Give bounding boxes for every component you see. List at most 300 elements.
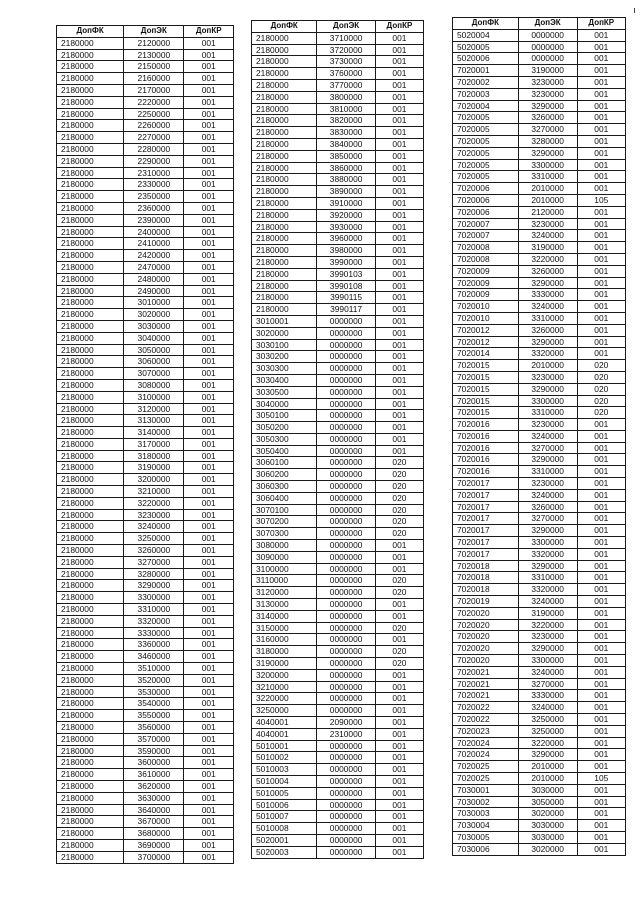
table-row bbox=[252, 174, 424, 186]
cell-dopek: 3230000 bbox=[518, 88, 577, 100]
cell-dopek: 3630000 bbox=[124, 792, 184, 804]
table-row bbox=[252, 209, 424, 221]
cell-dopfk: 7020005 bbox=[453, 135, 519, 147]
table-header-row bbox=[252, 21, 424, 33]
table-row bbox=[252, 610, 424, 622]
table-row bbox=[252, 91, 424, 103]
cell-dopkr: 001 bbox=[375, 268, 423, 280]
table-row bbox=[453, 619, 626, 631]
cell-dopek: 3020000 bbox=[518, 808, 577, 820]
cell-dopkr: 001 bbox=[375, 221, 423, 233]
cell-dopkr: 001 bbox=[375, 728, 423, 740]
cell-dopek: 3620000 bbox=[124, 781, 184, 793]
table-row bbox=[453, 430, 626, 442]
cell-dopkr: 001 bbox=[577, 112, 625, 124]
table-row bbox=[453, 548, 626, 560]
cell-dopfk: 7020017 bbox=[453, 548, 519, 560]
cell-dopek: 3190000 bbox=[518, 65, 577, 77]
table-row bbox=[252, 728, 424, 740]
cell-dopek: 3240000 bbox=[518, 489, 577, 501]
cell-dopek: 3930000 bbox=[317, 221, 375, 233]
cell-dopek: 2090000 bbox=[317, 717, 375, 729]
cell-dopkr: 001 bbox=[375, 115, 423, 127]
table-row bbox=[57, 250, 234, 262]
cell-dopfk: 3050200 bbox=[252, 422, 317, 434]
cell-dopkr: 001 bbox=[577, 301, 625, 313]
cell-dopfk: 7020007 bbox=[453, 230, 519, 242]
cell-dopkr: 001 bbox=[184, 73, 234, 85]
cell-dopkr: 001 bbox=[184, 710, 234, 722]
table-row bbox=[252, 339, 424, 351]
table-row bbox=[57, 710, 234, 722]
cell-dopek: 3220000 bbox=[518, 253, 577, 265]
cell-dopfk: 2180000 bbox=[57, 474, 124, 486]
table-row bbox=[252, 492, 424, 504]
table-row bbox=[57, 202, 234, 214]
cell-dopek: 0000000 bbox=[317, 386, 375, 398]
cell-dopfk: 7020012 bbox=[453, 336, 519, 348]
cell-dopfk: 3030300 bbox=[252, 363, 317, 375]
cell-dopek: 2470000 bbox=[124, 261, 184, 273]
cell-dopek: 3730000 bbox=[317, 56, 375, 68]
cell-dopek: 2420000 bbox=[124, 250, 184, 262]
table-row bbox=[453, 395, 626, 407]
cell-dopkr: 001 bbox=[577, 525, 625, 537]
header-dopfk: ДопФК bbox=[57, 26, 124, 38]
cell-dopek: 3230000 bbox=[518, 76, 577, 88]
table-row bbox=[252, 233, 424, 245]
cell-dopkr: 001 bbox=[184, 320, 234, 332]
cell-dopfk: 2180000 bbox=[57, 816, 124, 828]
cell-dopkr: 001 bbox=[375, 705, 423, 717]
table-row bbox=[57, 828, 234, 840]
cell-dopek: 0000000 bbox=[317, 433, 375, 445]
table-row bbox=[57, 155, 234, 167]
cell-dopkr: 001 bbox=[375, 363, 423, 375]
table-row bbox=[453, 265, 626, 277]
cell-dopfk: 7020008 bbox=[453, 242, 519, 254]
cell-dopkr: 001 bbox=[577, 419, 625, 431]
cell-dopkr: 001 bbox=[375, 634, 423, 646]
cell-dopkr: 001 bbox=[375, 245, 423, 257]
cell-dopkr: 001 bbox=[375, 374, 423, 386]
cell-dopek: 3290000 bbox=[518, 454, 577, 466]
cell-dopek: 3300000 bbox=[518, 537, 577, 549]
cell-dopek: 3540000 bbox=[124, 698, 184, 710]
table-row bbox=[252, 245, 424, 257]
cell-dopek: 0000000 bbox=[317, 811, 375, 823]
table-row bbox=[252, 433, 424, 445]
cell-dopfk: 3030400 bbox=[252, 374, 317, 386]
table-row bbox=[252, 681, 424, 693]
cell-dopfk: 2180000 bbox=[57, 450, 124, 462]
table-row bbox=[252, 776, 424, 788]
cell-dopfk: 2180000 bbox=[57, 462, 124, 474]
cell-dopkr: 001 bbox=[184, 686, 234, 698]
cell-dopfk: 5010008 bbox=[252, 823, 317, 835]
table-row bbox=[252, 138, 424, 150]
cell-dopek: 2150000 bbox=[124, 61, 184, 73]
cell-dopek: 3300000 bbox=[518, 655, 577, 667]
cell-dopkr: 001 bbox=[375, 799, 423, 811]
table-row bbox=[453, 336, 626, 348]
cell-dopkr: 001 bbox=[184, 781, 234, 793]
cell-dopkr: 001 bbox=[375, 292, 423, 304]
cell-dopfk: 2180000 bbox=[57, 379, 124, 391]
cell-dopek: 0000000 bbox=[317, 575, 375, 587]
cell-dopek: 2400000 bbox=[124, 226, 184, 238]
table-row bbox=[57, 556, 234, 568]
table-header-row bbox=[453, 18, 626, 30]
table-row bbox=[252, 764, 424, 776]
cell-dopkr: 001 bbox=[375, 256, 423, 268]
cell-dopkr: 001 bbox=[375, 752, 423, 764]
cell-dopek: 3230000 bbox=[518, 419, 577, 431]
cell-dopek: 0000000 bbox=[317, 551, 375, 563]
table-row bbox=[252, 410, 424, 422]
cell-dopkr: 001 bbox=[375, 79, 423, 91]
cell-dopfk: 2180000 bbox=[252, 209, 317, 221]
cell-dopfk: 2180000 bbox=[252, 186, 317, 198]
cell-dopfk: 2180000 bbox=[57, 49, 124, 61]
cell-dopfk: 3050100 bbox=[252, 410, 317, 422]
cell-dopfk: 2180000 bbox=[252, 245, 317, 257]
cell-dopek: 2250000 bbox=[124, 108, 184, 120]
cell-dopek: 3140000 bbox=[124, 427, 184, 439]
cell-dopek: 3250000 bbox=[518, 725, 577, 737]
cell-dopkr: 001 bbox=[184, 828, 234, 840]
cell-dopfk: 2180000 bbox=[57, 615, 124, 627]
table-row bbox=[252, 32, 424, 44]
cell-dopkr: 001 bbox=[184, 332, 234, 344]
cell-dopek: 3180000 bbox=[124, 450, 184, 462]
cell-dopkr: 001 bbox=[577, 820, 625, 832]
cell-dopkr: 020 bbox=[375, 575, 423, 587]
table-row bbox=[57, 438, 234, 450]
table-row bbox=[57, 261, 234, 273]
table-row bbox=[252, 162, 424, 174]
table-row bbox=[453, 643, 626, 655]
cell-dopek: 0000000 bbox=[317, 422, 375, 434]
cell-dopkr: 020 bbox=[375, 504, 423, 516]
cell-dopek: 3230000 bbox=[518, 631, 577, 643]
cell-dopek: 3240000 bbox=[518, 702, 577, 714]
cell-dopfk: 2180000 bbox=[252, 162, 317, 174]
cell-dopfk: 2180000 bbox=[252, 256, 317, 268]
table-row bbox=[57, 297, 234, 309]
cell-dopfk: 3130000 bbox=[252, 599, 317, 611]
cell-dopkr: 001 bbox=[375, 138, 423, 150]
cell-dopfk: 2180000 bbox=[57, 533, 124, 545]
cell-dopkr: 105 bbox=[577, 773, 625, 785]
cell-dopek: 2280000 bbox=[124, 143, 184, 155]
table-row bbox=[453, 135, 626, 147]
cell-dopek: 3260000 bbox=[518, 112, 577, 124]
table-row bbox=[453, 749, 626, 761]
cell-dopkr: 001 bbox=[577, 560, 625, 572]
cell-dopfk: 3060400 bbox=[252, 492, 317, 504]
cell-dopkr: 001 bbox=[375, 846, 423, 858]
cell-dopkr: 001 bbox=[184, 509, 234, 521]
cell-dopfk: 7020007 bbox=[453, 218, 519, 230]
table-row bbox=[57, 722, 234, 734]
cell-dopek: 3060000 bbox=[124, 356, 184, 368]
table-row bbox=[57, 191, 234, 203]
cell-dopkr: 001 bbox=[375, 787, 423, 799]
cell-dopkr: 020 bbox=[375, 516, 423, 528]
cell-dopfk: 2180000 bbox=[57, 521, 124, 533]
cell-dopek: 3230000 bbox=[518, 478, 577, 490]
cell-dopkr: 001 bbox=[184, 309, 234, 321]
cell-dopfk: 7020009 bbox=[453, 265, 519, 277]
cell-dopfk: 7020009 bbox=[453, 277, 519, 289]
cell-dopkr: 001 bbox=[577, 147, 625, 159]
cell-dopfk: 3160000 bbox=[252, 634, 317, 646]
cell-dopfk: 7020022 bbox=[453, 702, 519, 714]
cell-dopfk: 2180000 bbox=[57, 757, 124, 769]
table-row bbox=[252, 799, 424, 811]
cell-dopkr: 020 bbox=[577, 407, 625, 419]
cell-dopek: 3990117 bbox=[317, 304, 375, 316]
table-row bbox=[252, 44, 424, 56]
table-row bbox=[252, 575, 424, 587]
cell-dopfk: 2180000 bbox=[57, 214, 124, 226]
cell-dopfk: 7020015 bbox=[453, 407, 519, 419]
cell-dopkr: 001 bbox=[577, 442, 625, 454]
cell-dopkr: 001 bbox=[184, 273, 234, 285]
cell-dopek: 3240000 bbox=[124, 521, 184, 533]
cell-dopfk: 2180000 bbox=[57, 415, 124, 427]
table-row bbox=[57, 84, 234, 96]
cell-dopek: 0000000 bbox=[317, 787, 375, 799]
table-row bbox=[453, 678, 626, 690]
cell-dopkr: 001 bbox=[577, 843, 625, 855]
cell-dopkr: 001 bbox=[375, 563, 423, 575]
cell-dopkr: 001 bbox=[375, 693, 423, 705]
cell-dopek: 0000000 bbox=[518, 29, 577, 41]
cell-dopfk: 7020017 bbox=[453, 525, 519, 537]
cell-dopfk: 2180000 bbox=[57, 403, 124, 415]
cell-dopek: 3190000 bbox=[518, 242, 577, 254]
cell-dopek: 3250000 bbox=[518, 714, 577, 726]
cell-dopek: 2120000 bbox=[124, 37, 184, 49]
cell-dopek: 2350000 bbox=[124, 191, 184, 203]
cell-dopek: 0000000 bbox=[317, 681, 375, 693]
table-row bbox=[57, 344, 234, 356]
cell-dopek: 3080000 bbox=[124, 379, 184, 391]
table-row bbox=[57, 604, 234, 616]
cell-dopkr: 001 bbox=[184, 556, 234, 568]
cell-dopkr: 001 bbox=[577, 584, 625, 596]
cell-dopkr: 001 bbox=[184, 61, 234, 73]
cell-dopkr: 001 bbox=[184, 804, 234, 816]
cell-dopek: 0000000 bbox=[317, 528, 375, 540]
table-row bbox=[57, 167, 234, 179]
cell-dopkr: 001 bbox=[577, 737, 625, 749]
cell-dopek: 0000000 bbox=[518, 53, 577, 65]
cell-dopkr: 001 bbox=[375, 351, 423, 363]
cell-dopkr: 001 bbox=[184, 214, 234, 226]
cell-dopkr: 001 bbox=[577, 324, 625, 336]
cell-dopkr: 001 bbox=[184, 368, 234, 380]
cell-dopfk: 2180000 bbox=[57, 202, 124, 214]
table-row bbox=[57, 521, 234, 533]
table-row bbox=[57, 49, 234, 61]
table-row bbox=[57, 356, 234, 368]
cell-dopkr: 001 bbox=[577, 218, 625, 230]
cell-dopek: 2480000 bbox=[124, 273, 184, 285]
table-row bbox=[57, 733, 234, 745]
cell-dopfk: 2180000 bbox=[57, 332, 124, 344]
cell-dopfk: 2180000 bbox=[252, 221, 317, 233]
cell-dopek: 2010000 bbox=[518, 773, 577, 785]
cell-dopfk: 7020005 bbox=[453, 112, 519, 124]
cell-dopfk: 7020021 bbox=[453, 666, 519, 678]
cell-dopek: 3360000 bbox=[124, 639, 184, 651]
cell-dopfk: 2180000 bbox=[57, 804, 124, 816]
cell-dopfk: 3060200 bbox=[252, 469, 317, 481]
table-row bbox=[453, 324, 626, 336]
table-row bbox=[252, 315, 424, 327]
table-row bbox=[453, 442, 626, 454]
cell-dopkr: 001 bbox=[184, 521, 234, 533]
table-row bbox=[453, 690, 626, 702]
cell-dopfk: 2180000 bbox=[57, 309, 124, 321]
cell-dopfk: 2180000 bbox=[57, 733, 124, 745]
cell-dopek: 3310000 bbox=[518, 572, 577, 584]
header-dopfk: ДопФК bbox=[252, 21, 317, 33]
cell-dopkr: 001 bbox=[184, 120, 234, 132]
cell-dopfk: 7020018 bbox=[453, 560, 519, 572]
cell-dopkr: 001 bbox=[375, 174, 423, 186]
cell-dopek: 3700000 bbox=[124, 851, 184, 863]
cell-dopek: 3230000 bbox=[518, 371, 577, 383]
cell-dopfk: 2180000 bbox=[57, 674, 124, 686]
cell-dopfk: 2180000 bbox=[57, 226, 124, 238]
cell-dopfk: 5020004 bbox=[453, 29, 519, 41]
cell-dopfk: 2180000 bbox=[57, 686, 124, 698]
cell-dopkr: 001 bbox=[184, 497, 234, 509]
cell-dopkr: 001 bbox=[577, 690, 625, 702]
cell-dopkr: 001 bbox=[375, 422, 423, 434]
cell-dopek: 3330000 bbox=[518, 690, 577, 702]
table-row bbox=[252, 481, 424, 493]
table-row bbox=[453, 41, 626, 53]
cell-dopfk: 2180000 bbox=[57, 391, 124, 403]
cell-dopek: 0000000 bbox=[317, 398, 375, 410]
cell-dopfk: 7020021 bbox=[453, 678, 519, 690]
table-row bbox=[453, 112, 626, 124]
cell-dopek: 0000000 bbox=[317, 315, 375, 327]
cell-dopfk: 3030100 bbox=[252, 339, 317, 351]
cell-dopkr: 020 bbox=[577, 371, 625, 383]
cell-dopek: 3290000 bbox=[518, 336, 577, 348]
cell-dopkr: 001 bbox=[184, 155, 234, 167]
table-row bbox=[453, 489, 626, 501]
table-row bbox=[453, 666, 626, 678]
table-row bbox=[252, 197, 424, 209]
table-row bbox=[453, 312, 626, 324]
cell-dopfk: 5010001 bbox=[252, 740, 317, 752]
cell-dopfk: 7020016 bbox=[453, 454, 519, 466]
cell-dopfk: 2180000 bbox=[57, 238, 124, 250]
cell-dopek: 3320000 bbox=[518, 584, 577, 596]
cell-dopek: 0000000 bbox=[317, 669, 375, 681]
cell-dopfk: 2180000 bbox=[252, 292, 317, 304]
cell-dopkr: 001 bbox=[375, 410, 423, 422]
cell-dopek: 3980000 bbox=[317, 245, 375, 257]
cell-dopfk: 3060100 bbox=[252, 457, 317, 469]
cell-dopfk: 2180000 bbox=[57, 639, 124, 651]
cell-dopfk: 2180000 bbox=[57, 155, 124, 167]
cell-dopek: 2170000 bbox=[124, 84, 184, 96]
table-row bbox=[453, 147, 626, 159]
cell-dopfk: 2180000 bbox=[57, 556, 124, 568]
table-row bbox=[453, 183, 626, 195]
table-row bbox=[57, 804, 234, 816]
cell-dopfk: 7020015 bbox=[453, 395, 519, 407]
table-row bbox=[252, 268, 424, 280]
cell-dopkr: 001 bbox=[375, 197, 423, 209]
cell-dopfk: 3030500 bbox=[252, 386, 317, 398]
table-row bbox=[252, 221, 424, 233]
cell-dopek: 3230000 bbox=[518, 218, 577, 230]
cell-dopfk: 7020015 bbox=[453, 371, 519, 383]
cell-dopkr: 105 bbox=[577, 194, 625, 206]
cell-dopkr: 001 bbox=[577, 206, 625, 218]
cell-dopfk: 2180000 bbox=[57, 722, 124, 734]
cell-dopek: 3600000 bbox=[124, 757, 184, 769]
cell-dopfk: 7020006 bbox=[453, 183, 519, 195]
cell-dopek: 3260000 bbox=[518, 501, 577, 513]
cell-dopkr: 001 bbox=[577, 88, 625, 100]
table-row bbox=[252, 811, 424, 823]
cell-dopfk: 2180000 bbox=[57, 261, 124, 273]
cell-dopkr: 001 bbox=[577, 714, 625, 726]
scan-edge-mark bbox=[634, 8, 635, 13]
cell-dopek: 3020000 bbox=[518, 843, 577, 855]
table-row bbox=[453, 407, 626, 419]
cell-dopek: 0000000 bbox=[317, 799, 375, 811]
cell-dopek: 0000000 bbox=[317, 693, 375, 705]
table-row bbox=[252, 646, 424, 658]
cell-dopek: 3990115 bbox=[317, 292, 375, 304]
cell-dopkr: 001 bbox=[184, 356, 234, 368]
cell-dopek: 3290000 bbox=[518, 560, 577, 572]
table-row bbox=[453, 466, 626, 478]
table-row bbox=[453, 820, 626, 832]
cell-dopek: 2270000 bbox=[124, 132, 184, 144]
cell-dopfk: 7020021 bbox=[453, 690, 519, 702]
cell-dopkr: 001 bbox=[375, 315, 423, 327]
cell-dopkr: 001 bbox=[577, 619, 625, 631]
table-row bbox=[453, 194, 626, 206]
table-row bbox=[57, 757, 234, 769]
cell-dopkr: 001 bbox=[184, 143, 234, 155]
cell-dopkr: 001 bbox=[577, 808, 625, 820]
cell-dopfk: 3060300 bbox=[252, 481, 317, 493]
cell-dopkr: 001 bbox=[184, 722, 234, 734]
table-row bbox=[57, 615, 234, 627]
cell-dopek: 0000000 bbox=[317, 563, 375, 575]
cell-dopkr: 001 bbox=[375, 56, 423, 68]
cell-dopek: 3680000 bbox=[124, 828, 184, 840]
cell-dopkr: 001 bbox=[184, 132, 234, 144]
cell-dopkr: 001 bbox=[577, 678, 625, 690]
cell-dopek: 0000000 bbox=[317, 823, 375, 835]
cell-dopfk: 7030002 bbox=[453, 796, 519, 808]
table-row bbox=[453, 843, 626, 855]
